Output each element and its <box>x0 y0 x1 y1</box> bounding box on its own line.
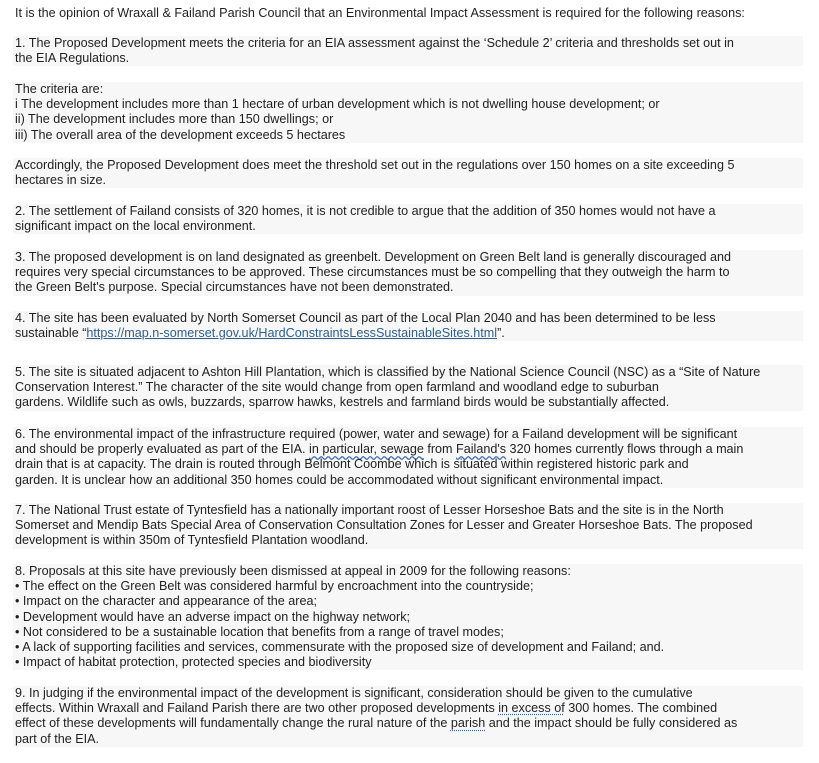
reason-bullet: • The effect on the Green Belt was considered harmful by encroachment into the countryside; <box>15 579 534 594</box>
paragraph-9-segment: and the impact should be fully considered as <box>485 716 738 731</box>
paragraph-4-prefix: sustainable “ <box>15 326 87 341</box>
paragraph-6 <box>13 427 803 488</box>
paragraph-2-line-2: significant impact on the local environment. <box>15 219 256 234</box>
paragraph-6-segment: 320 homes currently flows through a main <box>506 442 744 457</box>
paragraph-4-line-2 <box>13 326 803 341</box>
accordingly-paragraph <box>13 158 803 188</box>
paragraph-9-line-3 <box>13 716 803 731</box>
flagged-phrase: in particular, sewage <box>309 442 424 457</box>
paragraph-7-line-1: 7. The National Trust estate of Tyntesfield has a nationally important roost of Lesser Horseshoe Bats and the site is in the North <box>15 503 724 517</box>
paragraph-9-line-1: 9. In judging if the environmental impact of the development is significant, consideration should be given to the cumulative <box>15 686 693 700</box>
paragraph-5-line-3: gardens. Wildlife such as owls, buzzards, sparrow hawks, kestrels and farmland birds would be substantially affected. <box>15 395 670 410</box>
intro-line: It is the opinion of Wraxall & Failand Parish Council that an Environmental Impact Assessment is required for the following reasons: <box>15 6 745 20</box>
paragraph-8 <box>13 564 803 670</box>
accordingly-line-1: Accordingly, the Proposed Development does meet the threshold set out in the regulations over 150 homes on a site exceeding 5 <box>15 158 735 172</box>
paragraph-9-line-2 <box>13 701 803 716</box>
reason-bullet: • Not considered to be a sustainable location that benefits from a range of travel modes; <box>15 624 504 639</box>
paragraph-3-line-3: the Green Belt's purpose. Special circumstances have not been demonstrated. <box>15 280 454 295</box>
paragraph-4-line-1: 4. The site has been evaluated by North Somerset Council as part of the Local Plan 2040 and has been determined to be less <box>15 311 716 325</box>
paragraph-7-line-3: development is within 350m of Tyntesfield Plantation woodland. <box>15 533 369 548</box>
reason-bullet: • Impact of habitat protection, protected species and biodiversity <box>15 655 372 670</box>
paragraph-3-line-2: requires very special circumstances to be approved. These circumstances must be so compelling that they outweigh the harm to <box>15 265 730 280</box>
paragraph-1-line-1: 1. The Proposed Development meets the criteria for an EIA assessment against the ‘Schedule 2’ criteria and thresholds set out in <box>15 36 734 50</box>
intro-paragraph <box>13 6 803 21</box>
paragraph-4-suffix: ”. <box>497 326 505 341</box>
paragraph-7 <box>13 503 803 549</box>
criteria-section <box>13 82 803 143</box>
paragraph-7-line-2: Somerset and Mendip Bats Special Area of Conservation Consultation Zones for Lesser and Greater Horseshoe Bats. The proposed <box>15 518 753 533</box>
criteria-item: iii) The overall area of the development exceeds 5 hectares <box>15 127 346 142</box>
paragraph-3-line-1: 3. The proposed development is on land designated as greenbelt. Development on Green Belt land is generally discouraged and <box>15 250 731 264</box>
paragraph-9-segment: effects. Within Wraxall and Failand Parish there are two other proposed developments <box>15 701 499 716</box>
paragraph-5-line-1: 5. The site is situated adjacent to Ashton Hill Plantation, which is classified by the National Science Council (NSC) as a “Site of Nature <box>15 365 761 379</box>
reason-bullet: • Development would have an adverse impact on the highway network; <box>15 609 411 624</box>
paragraph-2-line-1: 2. The settlement of Failand consists of 320 homes, it is not credible to argue that the addition of 350 homes would not have a <box>15 204 716 218</box>
paragraph-9-line-4: part of the EIA. <box>15 731 100 746</box>
criteria-item: i The development includes more than 1 hectare of urban development which is not dwelling house development; or <box>15 97 660 112</box>
criteria-heading: The criteria are: <box>15 82 104 96</box>
paragraph-9-segment: 300 homes. The combined <box>564 701 718 716</box>
paragraph-6-segment: from <box>423 442 457 457</box>
reason-bullet: • Impact on the character and appearance of the area; <box>15 594 317 609</box>
paragraph-3 <box>13 250 803 296</box>
flagged-word: parish <box>450 716 486 731</box>
paragraph-1 <box>13 36 803 66</box>
paragraph-9-segment: effect of these developments will fundamentally change the rural nature of the <box>15 716 451 731</box>
paragraph-5-line-2: Conservation Interest.” The character of the site would change from open farmland and woodland edge to suburban <box>15 380 659 395</box>
paragraph-6-line-3: drain that is at capacity. The drain is routed through Belmont Coombe which is situated within registered historic park and <box>15 457 689 472</box>
sites-link[interactable]: https://map.n-somerset.gov.uk/HardConstraintsLessSustainableSites.html <box>86 326 498 341</box>
reason-bullet: • A lack of supporting facilities and services, commensurate with the proposed size of development and Failand; and. <box>15 639 665 654</box>
paragraph-5 <box>13 365 803 411</box>
paragraph-6-segment: and should be properly evaluated as part of the EIA. <box>15 442 310 457</box>
flagged-word: Failand's <box>456 442 507 457</box>
flagged-phrase: in excess of <box>498 701 565 716</box>
paragraph-8-line-1: 8. Proposals at this site have previously been dismissed at appeal in 2009 for the following reasons: <box>15 564 571 578</box>
paragraph-6-line-2 <box>13 442 803 457</box>
paragraph-2 <box>13 204 803 234</box>
criteria-item: ii) The development includes more than 150 dwellings; or <box>15 112 334 127</box>
paragraph-6-line-4: garden. It is unclear how an additional 350 homes could be accommodated without significant environmental impact. <box>15 472 664 487</box>
accordingly-line-2: hectares in size. <box>15 173 106 188</box>
paragraph-4 <box>13 311 803 341</box>
paragraph-9 <box>13 686 803 747</box>
paragraph-6-line-1: 6. The environmental impact of the infrastructure required (power, water and sewage) for a Failand development will be significant <box>15 427 738 441</box>
paragraph-1-line-2: the EIA Regulations. <box>15 51 130 66</box>
